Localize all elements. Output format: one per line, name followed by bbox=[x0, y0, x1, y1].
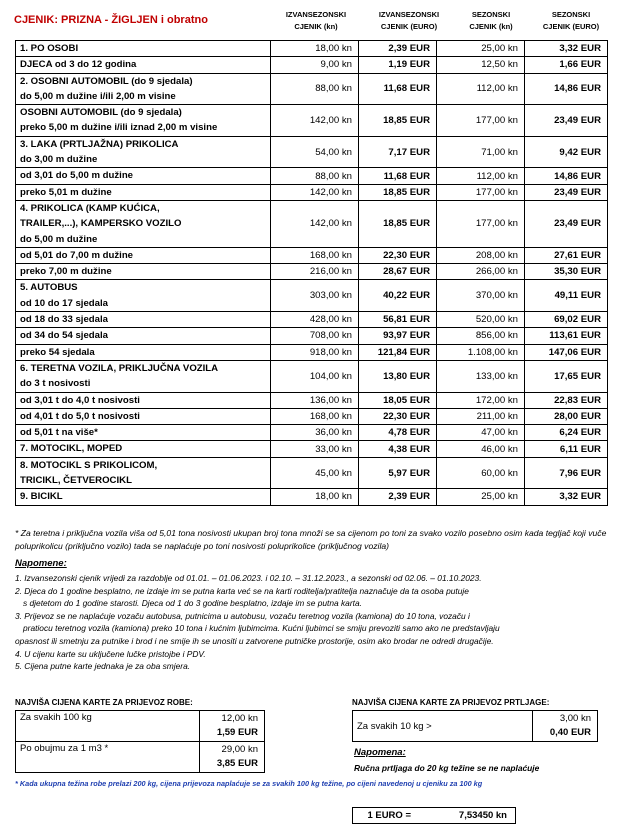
price-cell-c2: 2,39 EUR bbox=[359, 489, 437, 505]
price-cell-c1: 168,00 kn bbox=[271, 408, 359, 424]
price-cell-c1: 36,00 kn bbox=[271, 425, 359, 441]
price-cell-c2: 4,78 EUR bbox=[359, 425, 437, 441]
luggage-title: NAJVIŠA CIJENA KARTE ZA PRIJEVOZ PRTLJAGE: bbox=[352, 698, 550, 707]
row-label-line: 7. MOTOCIKL, MOPED bbox=[20, 443, 123, 455]
row-label-line: do 3 t nosivosti bbox=[20, 378, 91, 390]
price-cell-c4: 23,49 EUR bbox=[525, 105, 608, 137]
price-row bbox=[16, 457, 608, 489]
note-line: pratiocu teretnog vozila (kamiona) preko 10 tona i kućnim ljubimcima. Kućni ljubimci se smiju prevoziti samo ako ne predstavljaju bbox=[23, 623, 500, 634]
price-cell-c1: 142,00 kn bbox=[271, 200, 359, 247]
price-cell-c2: 93,97 EUR bbox=[359, 328, 437, 344]
row-label-line: 8. MOTOCIKL S PRIKOLICOM, bbox=[20, 459, 158, 471]
row-label bbox=[16, 73, 271, 105]
luggage-note: Ručna prtljaga do 20 kg težine se ne naplaćuje bbox=[354, 763, 540, 773]
luggage-row bbox=[353, 711, 598, 742]
goods-title: NAJVIŠA CIJENA KARTE ZA PRIJEVOZ ROBE: bbox=[15, 698, 193, 707]
price-cell-c2: 22,30 EUR bbox=[359, 408, 437, 424]
row-label bbox=[16, 184, 271, 200]
price-cell-c1: 18,00 kn bbox=[271, 41, 359, 57]
note-line: 5. Cijena putne karte jednaka je za oba smjera. bbox=[15, 661, 191, 672]
price-cell-c1: 18,00 kn bbox=[271, 489, 359, 505]
price-cell-c3: 177,00 kn bbox=[437, 200, 525, 247]
price-cell-c4: 28,00 EUR bbox=[525, 408, 608, 424]
row-label-line: od 3,01 t do 4,0 t nosivosti bbox=[20, 394, 140, 406]
goods-label: Za svakih 100 kg bbox=[16, 711, 200, 742]
price-cell-c2: 28,67 EUR bbox=[359, 264, 437, 280]
row-label-line: do 3,00 m dužine bbox=[20, 154, 98, 166]
row-label-line: 4. PRIKOLICA (KAMP KUĆICA, bbox=[20, 202, 160, 214]
luggage-note-title: Napomena: bbox=[354, 747, 406, 758]
col-header-season-eur: SEZONSKI CJENIK (EURO) bbox=[542, 10, 600, 31]
row-label bbox=[16, 408, 271, 424]
price-cell-c3: 177,00 kn bbox=[437, 105, 525, 137]
price-cell-c3: 47,00 kn bbox=[437, 425, 525, 441]
row-label bbox=[16, 425, 271, 441]
price-cell-c3: 177,00 kn bbox=[437, 184, 525, 200]
note-line: opasnost ili smetnju za putnike i brod i ne smije ih se unositi u zatvorene putničke prostorije, osim ako brodar ne odredi drugačije. bbox=[15, 635, 494, 646]
luggage-table bbox=[352, 710, 598, 742]
goods-values: 29,00 kn 3,85 EUR bbox=[200, 742, 265, 773]
row-label-line: od 34 do 54 sjedala bbox=[20, 330, 108, 342]
price-cell-c3: 25,00 kn bbox=[437, 489, 525, 505]
price-cell-c4: 22,83 EUR bbox=[525, 392, 608, 408]
price-cell-c2: 1,19 EUR bbox=[359, 57, 437, 73]
price-cell-c2: 18,85 EUR bbox=[359, 184, 437, 200]
price-cell-c2: 18,05 EUR bbox=[359, 392, 437, 408]
price-cell-c2: 11,68 EUR bbox=[359, 168, 437, 184]
price-row bbox=[16, 184, 608, 200]
price-cell-c4: 23,49 EUR bbox=[525, 184, 608, 200]
price-cell-c1: 88,00 kn bbox=[271, 73, 359, 105]
price-row bbox=[16, 200, 608, 247]
price-cell-c3: 112,00 kn bbox=[437, 168, 525, 184]
price-row bbox=[16, 105, 608, 137]
price-row bbox=[16, 392, 608, 408]
col-header-offseason-kn: IZVANSEZONSKI CJENIK (kn) bbox=[285, 10, 347, 31]
note-line: 2. Djeca do 1 godine besplatno, ne izdaje im se putna karta već se na karti roditelja/pratitelja naznačuje da ta osoba putuje bbox=[15, 585, 469, 596]
col-header-season-kn: SEZONSKI CJENIK (kn) bbox=[469, 10, 513, 31]
price-cell-c4: 1,66 EUR bbox=[525, 57, 608, 73]
row-label bbox=[16, 328, 271, 344]
row-label-line: preko 54 sjedala bbox=[20, 346, 95, 358]
notes-list bbox=[15, 572, 615, 673]
price-cell-c3: 112,00 kn bbox=[437, 73, 525, 105]
price-row bbox=[16, 344, 608, 360]
price-cell-c4: 6,24 EUR bbox=[525, 425, 608, 441]
price-cell-c1: 54,00 kn bbox=[271, 136, 359, 168]
price-cell-c4: 113,61 EUR bbox=[525, 328, 608, 344]
price-cell-c4: 27,61 EUR bbox=[525, 247, 608, 263]
price-cell-c3: 1.108,00 kn bbox=[437, 344, 525, 360]
row-label-line: od 3,01 do 5,00 m dužine bbox=[20, 170, 134, 182]
price-cell-c1: 142,00 kn bbox=[271, 105, 359, 137]
price-cell-c1: 303,00 kn bbox=[271, 280, 359, 312]
price-cell-c1: 88,00 kn bbox=[271, 168, 359, 184]
price-row bbox=[16, 328, 608, 344]
row-label-line: 6. TERETNA VOZILA, PRIKLJUČNA VOZILA bbox=[20, 362, 219, 374]
row-label bbox=[16, 57, 271, 73]
price-row bbox=[16, 489, 608, 505]
price-cell-c4: 9,42 EUR bbox=[525, 136, 608, 168]
row-label-line: 3. LAKA (PRTLJAŽNA) PRIKOLICA bbox=[20, 138, 179, 150]
price-row bbox=[16, 280, 608, 312]
price-row bbox=[16, 136, 608, 168]
price-row bbox=[16, 264, 608, 280]
price-row bbox=[16, 360, 608, 392]
price-cell-c3: 172,00 kn bbox=[437, 392, 525, 408]
price-row bbox=[16, 247, 608, 263]
price-cell-c1: 428,00 kn bbox=[271, 312, 359, 328]
price-cell-c3: 60,00 kn bbox=[437, 457, 525, 489]
price-cell-c1: 45,00 kn bbox=[271, 457, 359, 489]
page-title: CJENIK: PRIZNA - ŽIGLJEN i obratno bbox=[14, 14, 208, 26]
row-label bbox=[16, 392, 271, 408]
row-label bbox=[16, 489, 271, 505]
price-cell-c4: 3,32 EUR bbox=[525, 41, 608, 57]
price-cell-c2: 18,85 EUR bbox=[359, 200, 437, 247]
exchange-label: 1 EURO = bbox=[367, 810, 411, 821]
price-cell-c3: 133,00 kn bbox=[437, 360, 525, 392]
row-label bbox=[16, 41, 271, 57]
price-cell-c4: 14,86 EUR bbox=[525, 73, 608, 105]
goods-row bbox=[16, 742, 265, 773]
price-cell-c3: 266,00 kn bbox=[437, 264, 525, 280]
row-label-line: DJECA od 3 do 12 godina bbox=[20, 59, 137, 71]
price-cell-c4: 6,11 EUR bbox=[525, 441, 608, 457]
price-cell-c1: 104,00 kn bbox=[271, 360, 359, 392]
row-label-line: do 5,00 m dužine i/ili 2,00 m visine bbox=[20, 90, 176, 102]
row-label bbox=[16, 457, 271, 489]
row-label bbox=[16, 280, 271, 312]
row-label bbox=[16, 247, 271, 263]
price-cell-c4: 69,02 EUR bbox=[525, 312, 608, 328]
price-cell-c1: 142,00 kn bbox=[271, 184, 359, 200]
goods-weight-note: * Kada ukupna težina robe prelazi 200 kg, cijena prijevoza naplaćuje se za svakih 100 kg težine, po cijeni navedenoj u cjeniku za 100 kg bbox=[15, 779, 483, 788]
row-label-line: od 5,01 t na više* bbox=[20, 427, 98, 439]
price-cell-c1: 918,00 kn bbox=[271, 344, 359, 360]
goods-values: 12,00 kn 1,59 EUR bbox=[200, 711, 265, 742]
price-cell-c1: 216,00 kn bbox=[271, 264, 359, 280]
row-label bbox=[16, 136, 271, 168]
price-table-body bbox=[16, 41, 608, 506]
note-line: 4. U cijenu karte su uključene lučke pristojbe i PDV. bbox=[15, 648, 206, 659]
row-label-line: 5. AUTOBUS bbox=[20, 282, 78, 294]
price-cell-c3: 208,00 kn bbox=[437, 247, 525, 263]
price-cell-c4: 49,11 EUR bbox=[525, 280, 608, 312]
row-label bbox=[16, 200, 271, 247]
row-label bbox=[16, 344, 271, 360]
price-row bbox=[16, 57, 608, 73]
row-label bbox=[16, 264, 271, 280]
row-label-line: 2. OSOBNI AUTOMOBIL (do 9 sjedala) bbox=[20, 75, 193, 87]
row-label-line: 1. PO OSOBI bbox=[20, 43, 79, 54]
price-cell-c2: 13,80 EUR bbox=[359, 360, 437, 392]
price-row bbox=[16, 168, 608, 184]
price-cell-c3: 25,00 kn bbox=[437, 41, 525, 57]
row-label-line: do 5,00 m dužine bbox=[20, 233, 98, 245]
row-label-line: od 18 do 33 sjedala bbox=[20, 314, 108, 326]
price-cell-c4: 7,96 EUR bbox=[525, 457, 608, 489]
price-row bbox=[16, 312, 608, 328]
notes-title: Napomene: bbox=[15, 558, 67, 569]
price-cell-c3: 856,00 kn bbox=[437, 328, 525, 344]
price-cell-c1: 9,00 kn bbox=[271, 57, 359, 73]
note-line: 3. Prijevoz se ne naplaćuje vozaču autobusa, putnicima u autobusu, vozaču teretnog vozila (kamiona) do 10 tona, vozaču i bbox=[15, 610, 470, 621]
row-label bbox=[16, 441, 271, 457]
price-cell-c2: 2,39 EUR bbox=[359, 41, 437, 57]
price-row bbox=[16, 441, 608, 457]
row-label-line: od 4,01 t do 5,0 t nosivosti bbox=[20, 410, 140, 422]
goods-label: Po obujmu za 1 m3 * bbox=[16, 742, 200, 773]
price-cell-c4: 14,86 EUR bbox=[525, 168, 608, 184]
footnote-heavy-vehicles: * Za teretna i priključna vozila viša od 5,01 tona nosivosti ukupan broj tona množi se sa cijenom po toni za svako vozilo posebno osim kada tegljač koji vuče poluprikolicu (priključno vozilo) tada se naplaćuje po toni nosivosti poluprikolice (priključnog vozila) bbox=[15, 528, 607, 551]
price-cell-c2: 56,81 EUR bbox=[359, 312, 437, 328]
price-cell-c3: 211,00 kn bbox=[437, 408, 525, 424]
price-row bbox=[16, 425, 608, 441]
row-label-line: TRAILER,...), KAMPERSKO VOZILO bbox=[20, 218, 182, 230]
note-line: 1. Izvansezonski cjenik vrijedi za razdoblje od 01.01. – 01.06.2023. i 02.10. – 31.12.2023., a sezonski od 02.06. – 01.10.2023. bbox=[15, 573, 482, 583]
exchange-rate-box bbox=[352, 807, 516, 824]
col-header-offseason-eur: IZVANSEZONSKI CJENIK (EURO) bbox=[378, 10, 440, 31]
price-cell-c3: 46,00 kn bbox=[437, 441, 525, 457]
price-cell-c2: 4,38 EUR bbox=[359, 441, 437, 457]
price-cell-c3: 12,50 kn bbox=[437, 57, 525, 73]
row-label bbox=[16, 105, 271, 137]
row-label-line: preko 5,01 m dužine bbox=[20, 186, 112, 198]
luggage-values: 3,00 kn 0,40 EUR bbox=[533, 711, 598, 742]
price-cell-c2: 18,85 EUR bbox=[359, 105, 437, 137]
price-cell-c4: 35,30 EUR bbox=[525, 264, 608, 280]
price-cell-c1: 168,00 kn bbox=[271, 247, 359, 263]
price-cell-c2: 40,22 EUR bbox=[359, 280, 437, 312]
price-cell-c1: 136,00 kn bbox=[271, 392, 359, 408]
row-label-line: od 5,01 do 7,00 m dužine bbox=[20, 249, 134, 261]
goods-row bbox=[16, 711, 265, 742]
price-table bbox=[15, 40, 608, 506]
price-cell-c1: 708,00 kn bbox=[271, 328, 359, 344]
row-label bbox=[16, 360, 271, 392]
row-label bbox=[16, 168, 271, 184]
row-label-line: od 10 do 17 sjedala bbox=[20, 297, 108, 309]
row-label-line: preko 5,00 m dužine i/ili iznad 2,00 m visine bbox=[20, 122, 218, 134]
price-cell-c2: 5,97 EUR bbox=[359, 457, 437, 489]
price-row bbox=[16, 73, 608, 105]
row-label-line: OSOBNI AUTOMOBIL (do 9 sjedala) bbox=[20, 107, 182, 119]
price-cell-c3: 71,00 kn bbox=[437, 136, 525, 168]
price-cell-c2: 121,84 EUR bbox=[359, 344, 437, 360]
price-cell-c2: 7,17 EUR bbox=[359, 136, 437, 168]
row-label bbox=[16, 312, 271, 328]
row-label-line: TRICIKL, ČETVEROCIKL bbox=[20, 475, 132, 487]
price-row bbox=[16, 408, 608, 424]
price-cell-c4: 17,65 EUR bbox=[525, 360, 608, 392]
exchange-value: 7,53450 kn bbox=[458, 810, 507, 821]
price-row bbox=[16, 41, 608, 57]
price-cell-c3: 370,00 kn bbox=[437, 280, 525, 312]
price-cell-c4: 23,49 EUR bbox=[525, 200, 608, 247]
price-cell-c1: 33,00 kn bbox=[271, 441, 359, 457]
row-label-line: preko 7,00 m dužine bbox=[20, 266, 112, 278]
price-cell-c4: 3,32 EUR bbox=[525, 489, 608, 505]
price-cell-c2: 22,30 EUR bbox=[359, 247, 437, 263]
goods-table bbox=[15, 710, 265, 773]
price-cell-c4: 147,06 EUR bbox=[525, 344, 608, 360]
luggage-label: Za svakih 10 kg > bbox=[353, 711, 533, 742]
row-label-line: 9. BICIKL bbox=[20, 491, 63, 503]
price-cell-c3: 520,00 kn bbox=[437, 312, 525, 328]
price-cell-c2: 11,68 EUR bbox=[359, 73, 437, 105]
note-line: s djetetom do 1 godine starosti. Djeca od 1 do 3 godine besplatno, izdaje im se putna karta. bbox=[23, 598, 362, 609]
